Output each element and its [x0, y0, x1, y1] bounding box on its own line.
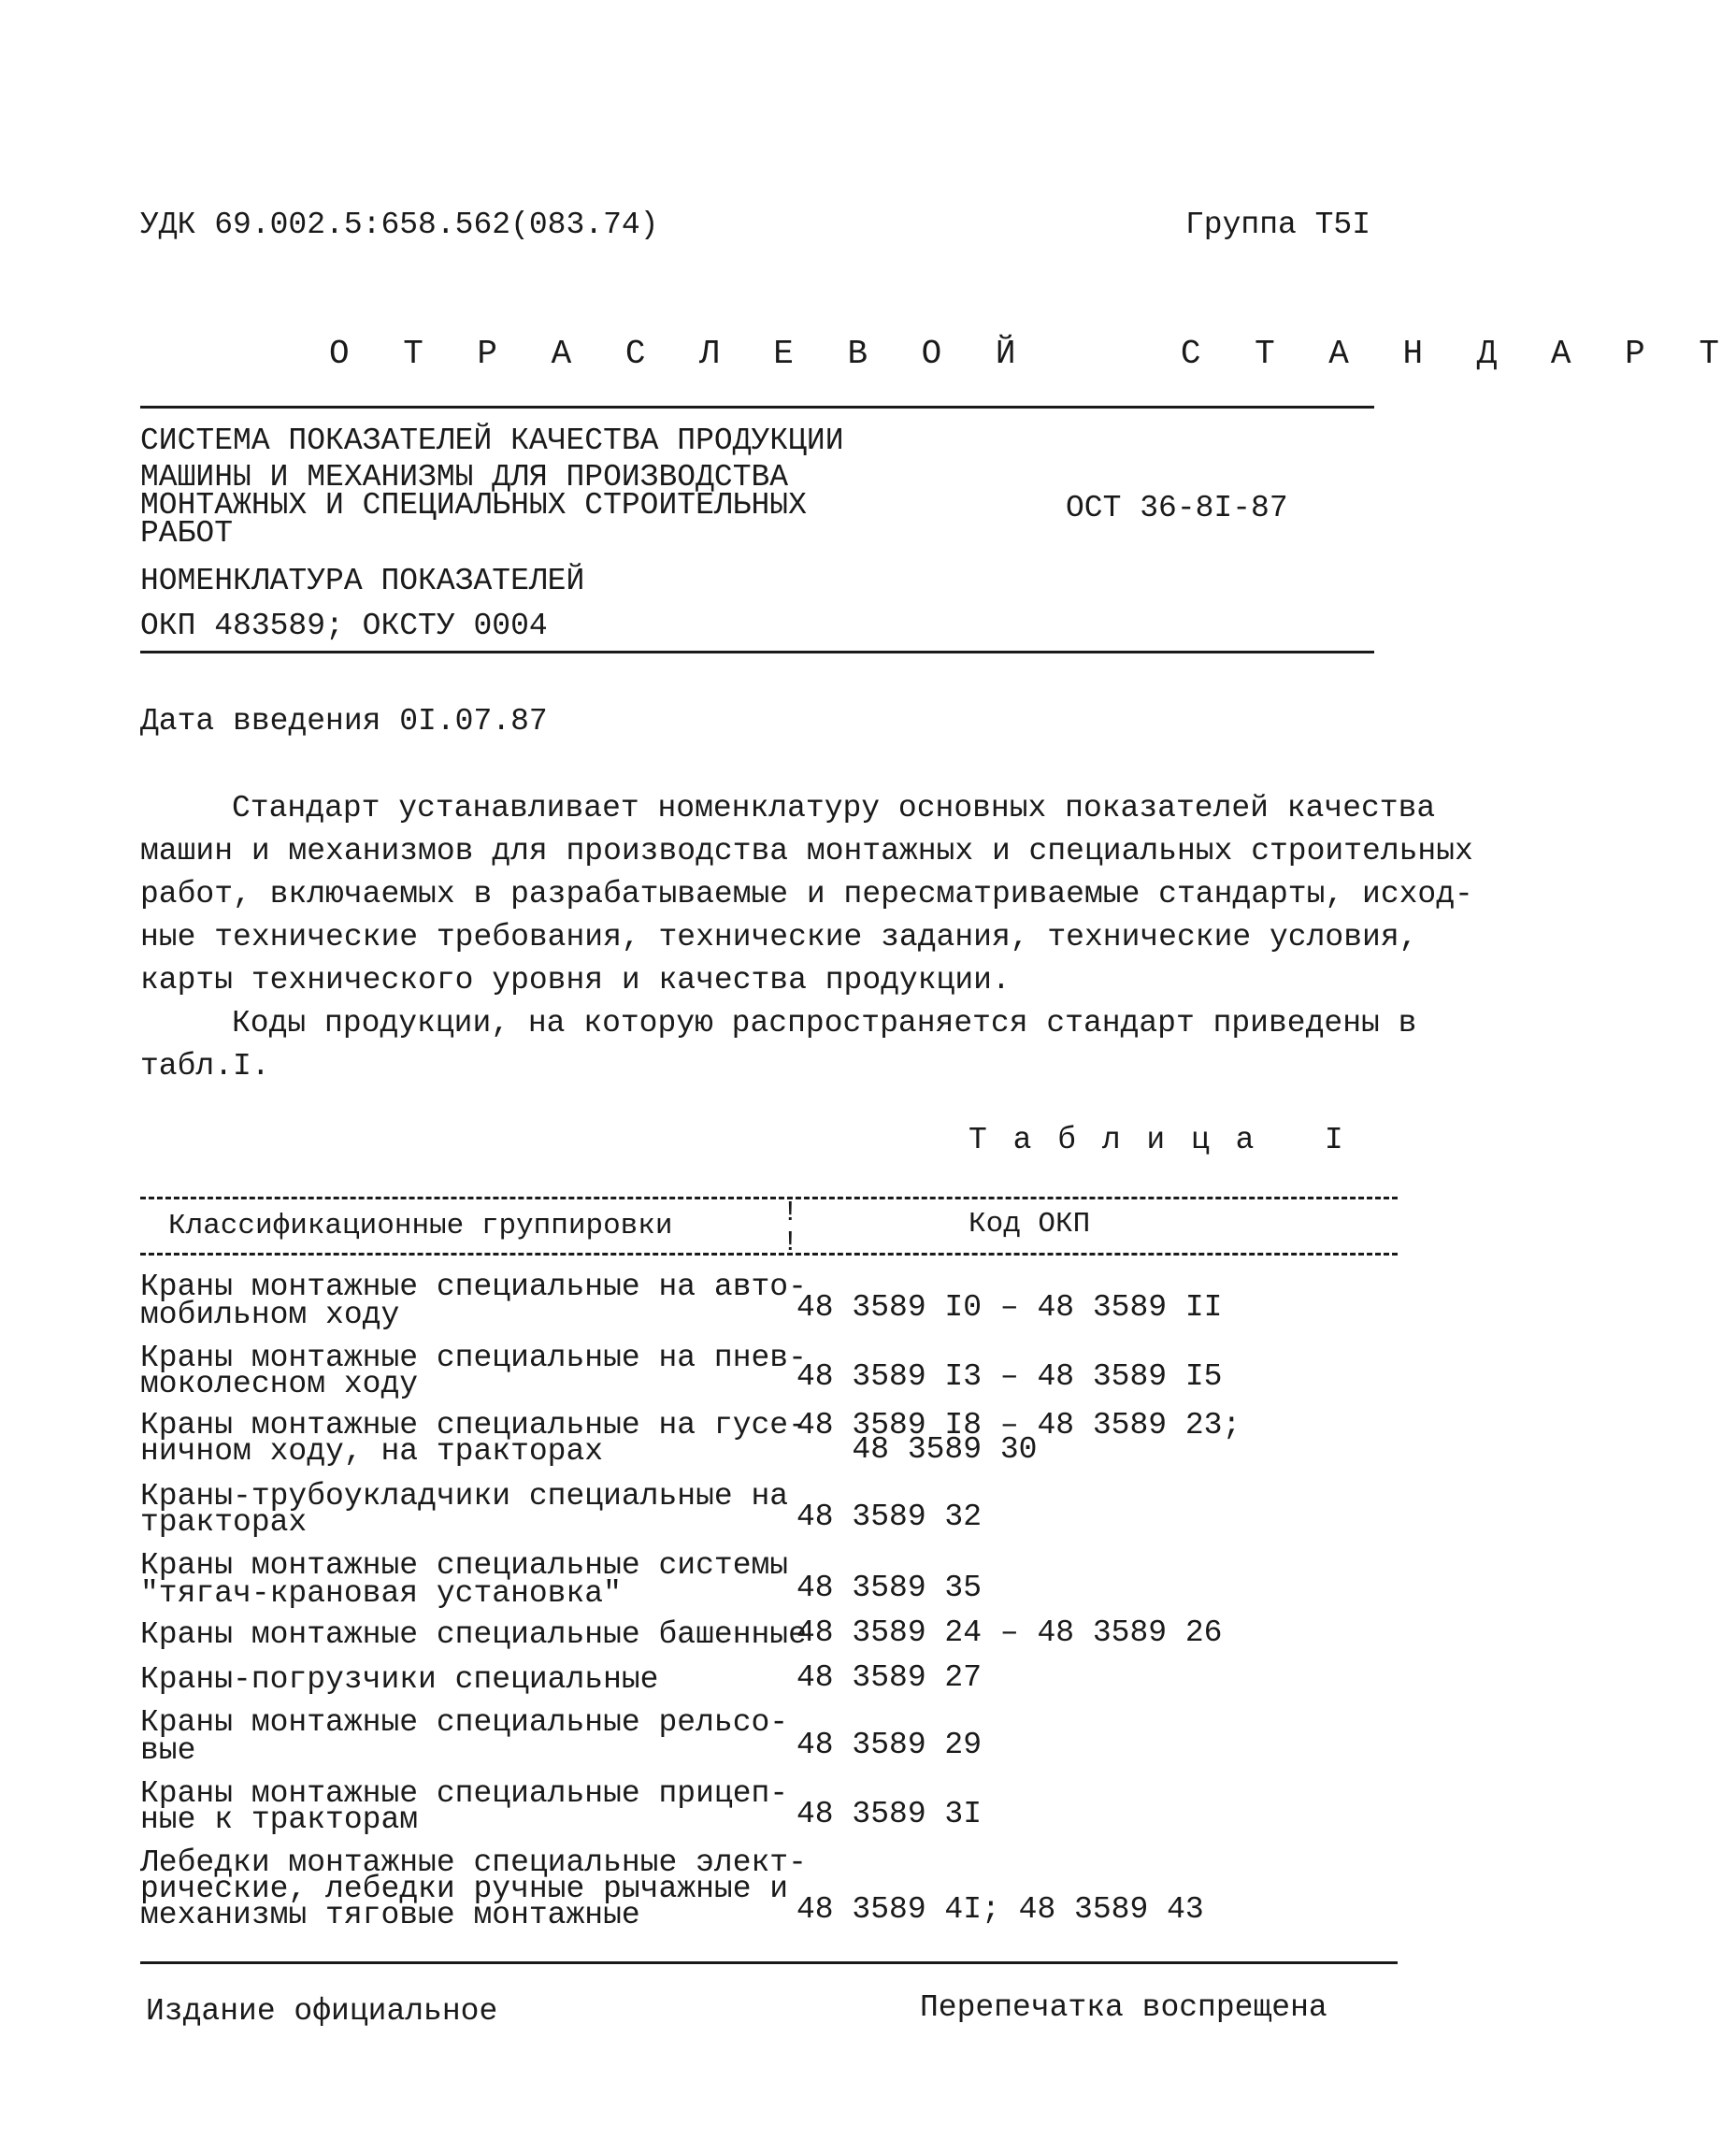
group-label: Группа Т5I [1185, 208, 1371, 242]
title-line-4: РАБОТ [140, 516, 234, 551]
paragraph-1-line-5: карты технического уровня и качества продукции. [140, 963, 1011, 998]
paragraph-1-line-3: работ, включаемых в разрабатываемые и пересматриваемые стандарты, исход- [140, 877, 1473, 911]
row-code: 48 3589 27 [796, 1660, 983, 1695]
row-code: 48 3589 I3 – 48 3589 I5 [796, 1359, 1223, 1394]
table-column-header-classification: Классификационные группировки [168, 1210, 673, 1242]
row-label-line: "тягач-крановая установка" [140, 1576, 622, 1611]
paragraph-2-line-1: Коды продукции, на которую распространяется стандарт приведены в [232, 1006, 1417, 1041]
row-label-line: Краны монтажные специальные башенные [140, 1617, 807, 1652]
paragraph-2-line-2: табл.I. [140, 1049, 270, 1084]
title-line-1: СИСТЕМА ПОКАЗАТЕЛЕЙ КАЧЕСТВА ПРОДУКЦИИ [140, 423, 844, 458]
row-code: 48 3589 4I; 48 3589 43 [796, 1892, 1204, 1927]
paragraph-1-line-2: машин и механизмов для производства монтажных и специальных строительных [140, 834, 1473, 868]
footer-edition-note: Издание официальное [146, 1994, 498, 2029]
standard-number: ОСТ 36-8I-87 [1066, 491, 1288, 525]
title-line-6: ОКП 483589; ОКСТУ 0004 [140, 609, 548, 643]
row-code: 48 3589 I0 – 48 3589 II [796, 1290, 1223, 1325]
row-label-line: ные к тракторам [140, 1802, 419, 1837]
row-label-line: Лебедки монтажные специальные элект- [140, 1845, 807, 1880]
row-label-line: механизмы тяговые монтажные [140, 1898, 640, 1932]
title-line-3: МОНТАЖНЫХ И СПЕЦИАЛЬНЫХ СТРОИТЕЛЬНЫХ [140, 488, 807, 523]
row-code: 48 3589 I8 – 48 3589 23; [796, 1408, 1241, 1443]
row-label-line: Краны монтажные специальные на авто- [140, 1270, 807, 1304]
row-label-line: тракторах [140, 1505, 308, 1540]
table-header-top-rule [140, 1197, 1398, 1199]
row-code: 48 3589 24 – 48 3589 26 [796, 1615, 1223, 1650]
document-type-title: О Т Р А С Л Е В О Й С Т А Н Д А Р Т [329, 335, 1736, 373]
row-label-line: Краны-трубоукладчики специальные на [140, 1479, 789, 1514]
row-label-line: вые [140, 1733, 196, 1768]
table-bottom-rule [140, 1961, 1398, 1964]
row-label-line: ничном ходу, на тракторах [140, 1434, 604, 1469]
row-code-continuation: 48 3589 30 [796, 1432, 1038, 1467]
footer-reprint-note: Перепечатка воспрещена [920, 1990, 1327, 2025]
paragraph-1-line-1: Стандарт устанавливает номенклатуру основных показателей качества [232, 791, 1436, 825]
row-label-line: Краны монтажные специальные прицеп- [140, 1776, 789, 1811]
row-code: 48 3589 35 [796, 1571, 983, 1605]
title-line-5: НОМЕНКЛАТУРА ПОКАЗАТЕЛЕЙ [140, 564, 585, 598]
table-header-bottom-rule [140, 1253, 1398, 1256]
intro-date: Дата введения 0I.07.87 [140, 704, 548, 739]
row-label-line: Краны монтажные специальные системы [140, 1548, 789, 1583]
title-line-2: МАШИНЫ И МЕХАНИЗМЫ ДЛЯ ПРОИЗВОДСТВА [140, 460, 789, 495]
row-label-line: Краны монтажные специальные рельсо- [140, 1705, 789, 1740]
row-label-line: мобильном ходу [140, 1298, 400, 1332]
table-column-divider: ! ! [782, 1197, 799, 1259]
row-label-line: моколесном ходу [140, 1367, 419, 1401]
row-code: 48 3589 32 [796, 1500, 983, 1534]
row-label-line: Краны монтажные специальные на гусе- [140, 1408, 807, 1443]
title-block-top-rule [140, 406, 1374, 409]
row-label-line: рические, лебедки ручные рычажные и [140, 1872, 789, 1906]
row-code: 48 3589 3I [796, 1797, 983, 1831]
row-label-line: Краны монтажные специальные на пнев- [140, 1341, 807, 1375]
udk-code: УДК 69.002.5:658.562(083.74) [140, 208, 659, 242]
table-caption: Т а б л и ц а I [968, 1123, 1347, 1157]
paragraph-1-line-4: ные технические требования, технические задания, технические условия, [140, 920, 1418, 954]
row-label-line: Краны-погрузчики специальные [140, 1662, 659, 1697]
title-block-bottom-rule [140, 651, 1374, 653]
table-column-header-code: Код ОКП [968, 1208, 1091, 1241]
row-code: 48 3589 29 [796, 1728, 983, 1762]
